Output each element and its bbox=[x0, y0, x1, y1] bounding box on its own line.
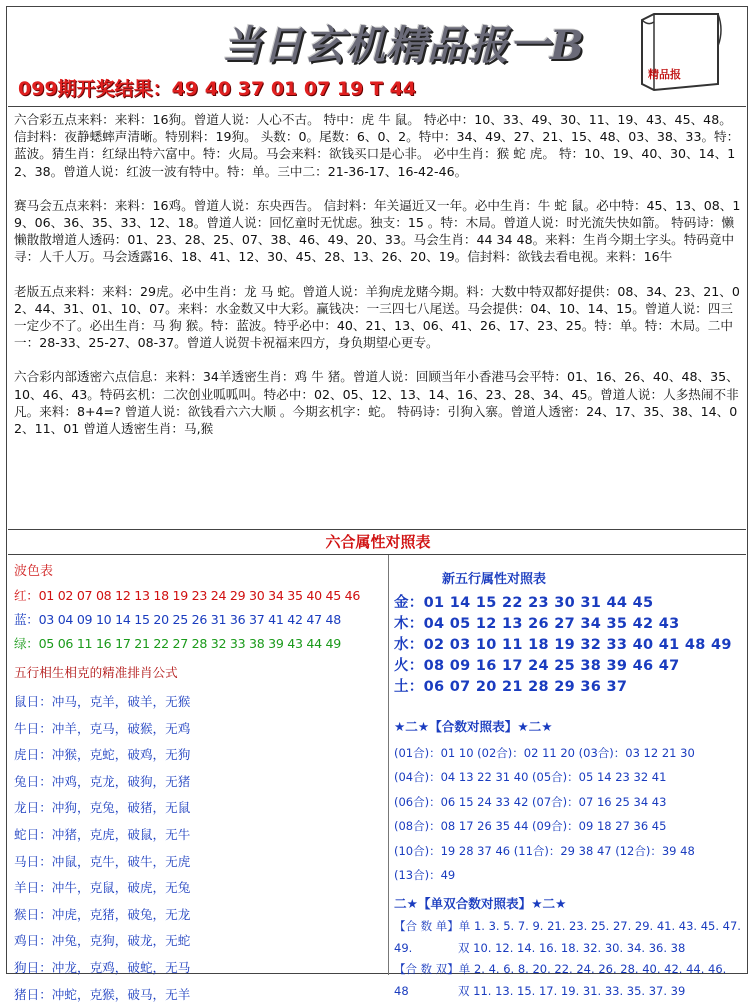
paragraph-2: 赛马会五点来料：来料：16鸡。曾道人说：东央西告。 信封料：年关逼近又一年。必中生肖：牛 蛇 鼠。必中特：45、13、08、19、06、36、35、33、12、18。曾道人说：回忆童时无忧虑。独支：15 。特：木局。曾道人说：时光流失快如箭。 特码诗：懒懒散散增道人透码：01、23、28、25、07、38、46、49、20、33。马会生肖：44 34 48。来料：生肖今期土字头。特码竟中寻：人千人万。马会透露16、18、41、12、30、45、28、13、26、20、19。信封料：欲钱去看电视。来料：16牛 bbox=[14, 197, 741, 265]
shuang-values: 2. 4. 6. 8. 20. 22. 24. 26. 28. 40. 42. 44. 46. 48 bbox=[394, 962, 727, 998]
info-text bbox=[14, 111, 742, 454]
heshu-row: (13合)：49 bbox=[394, 867, 456, 882]
badge-label: 精品报 bbox=[648, 68, 681, 81]
wuxing-row: 金：01 14 15 22 23 30 31 44 45 bbox=[394, 595, 654, 611]
wuxing-row: 土：06 07 20 21 28 29 36 37 bbox=[394, 679, 628, 695]
dan-label: 【合 数 单】单 bbox=[394, 919, 471, 934]
heshu-title: ★二★【合数对照表】★二★ bbox=[394, 719, 553, 734]
shuang-label: 【合 数 双】单 bbox=[394, 962, 471, 977]
heshu-row: (06合)：06 15 24 33 42 (07合)：07 16 25 34 43 bbox=[394, 794, 667, 809]
paragraph-3: 老版五点来料：来料：29虎。必中生肖：龙 马 蛇。曾道人说：羊狗虎龙赌今期。料：大数中特双都好提供：08、34、23、21、02、44、31、01、10、07。来料：水金数又中大彩。赢钱决：一三四七八尾送。马会提供：04、10、14、15。曾道人说：四三一定少不了。必出生肖：马 狗 猴。特：蓝波。特乎必中：40、21、13、06、41、26、17、23、25。特：单。特：木局。二中一：28-33、25-27、08-37。曾道人说贺卡祝福来四方，身负期望心更专。 bbox=[14, 283, 740, 351]
divider bbox=[8, 106, 746, 107]
section-title: 六合属性对照表 bbox=[325, 533, 431, 551]
wave-red: 红：01 02 07 08 12 13 18 19 23 24 29 30 34 35 40 45 46 bbox=[14, 588, 361, 603]
paragraph-4: 六合彩内部透密六点信息：来料：34羊透密生肖：鸡 牛 猪。曾道人说：回顾当年小香港马会平特：01、16、26、40、48、35、10、46、43。特码玄机：二次创业呱呱叫。特必中：02、05、12、13、14、16、23、28、34、45。曾道人说：人多热闹不非凡。来料：8+4=? 曾道人说：欲钱看六六大顺 。今期玄机字：蛇。 特码诗：引狗入寨。曾道人透密：24、17、35、38、14、02、11、01 曾道人透密生肖：马,猴 bbox=[14, 369, 739, 437]
heshu-row: (04合)：04 13 22 31 40 (05合)：05 14 23 32 41 bbox=[394, 770, 667, 785]
shuang-row-2: 双 11. 13. 15. 17. 19. 31. 33. 35. 37. 39 bbox=[458, 983, 686, 998]
zodiac-row: 龙日：冲狗，克兔，破猪，无鼠 bbox=[14, 800, 191, 816]
zodiac-row: 鸡日：冲兔，克狗，破龙，无蛇 bbox=[14, 933, 191, 949]
wuxing-row: 木：04 05 12 13 26 27 34 35 42 43 bbox=[394, 616, 680, 632]
heshu-row: (10合)：19 28 37 46 (11合)：29 38 47 (12合)：39 48 bbox=[394, 843, 695, 858]
wuxing-row: 水：02 03 10 11 18 19 32 33 40 41 48 49 bbox=[394, 637, 732, 653]
zodiac-row: 蛇日：冲猪，克虎，破鼠，无牛 bbox=[14, 826, 191, 842]
divider bbox=[8, 529, 746, 530]
heshu-row: (08合)：08 17 26 35 44 (09合)：09 18 27 36 45 bbox=[394, 819, 667, 834]
zodiac-row: 猪日：冲蛇，克猴，破马，无羊 bbox=[14, 986, 191, 1002]
wave-blue: 蓝：03 04 09 10 14 15 20 25 26 31 36 37 41 42 47 48 bbox=[14, 612, 341, 627]
danshuang-title: 二★【单双合数对照表】★二★ bbox=[394, 896, 567, 912]
page-title: 当日玄机精品报一B bbox=[222, 22, 585, 69]
zodiac-row: 狗日：冲龙，克鸡，破蛇，无马 bbox=[14, 959, 191, 975]
right-column bbox=[394, 562, 744, 1002]
zodiac-row: 兔日：冲鸡，克龙，破狗，无猪 bbox=[14, 773, 191, 789]
column-divider bbox=[388, 555, 389, 975]
wave-green: 绿：05 06 11 16 17 21 22 27 28 32 33 38 39 43 44 49 bbox=[14, 636, 341, 651]
wuxing-title: 新五行属性对照表 bbox=[442, 572, 547, 587]
divider bbox=[8, 554, 746, 555]
zodiac-row: 羊日：冲牛，克鼠，破虎，无兔 bbox=[14, 880, 191, 896]
wave-title: 波色表 bbox=[14, 564, 54, 579]
zodiac-row: 马日：冲鼠，克牛，破牛，无虎 bbox=[14, 853, 191, 869]
heshu-row: (01合)：01 10 (02合)：02 11 20 (03合)：03 12 21 30 bbox=[394, 746, 695, 760]
draw-result: 099期开奖结果：49 40 37 01 07 19 T 44 bbox=[18, 78, 417, 100]
paragraph-1: 六合彩五点来料：来料：16狗。曾道人说：人心不古。 特中：虎 牛 鼠。 特必中：10、33、49、30、11、19、43、45、48。 信封料：夜静蟋蟀声清晰。特别料：19狗。 头数：0。尾数：6、0、2。特中：34、49、27、21、15、48、03、38、33。特：蓝波。猜生肖：红绿出特六富中。特：火局。马会来料：欲钱买口是心非。 必中生肖：猴 蛇 虎。 特：10、19、40、30、14、12、38。曾道人说：红波一波有特中。特：单。三中二：21-36-17、16-42-46。 bbox=[14, 112, 740, 179]
zodiac-row: 猴日：冲虎，克猪，破兔，无龙 bbox=[14, 906, 191, 922]
dan-values: 1. 3. 5. 7. 9. 21. 23. 25. 27. 29. 41. 43. 45. 47. 49. bbox=[394, 919, 741, 955]
zodiac-row: 虎日：冲猴，克蛇，破鸡，无狗 bbox=[14, 747, 191, 763]
wuxing-row: 火：08 09 16 17 24 25 38 39 46 47 bbox=[394, 658, 680, 674]
left-column bbox=[14, 556, 384, 1008]
dan-row-2: 双 10. 12. 14. 16. 18. 32. 30. 34. 36. 38 bbox=[458, 940, 686, 955]
zodiac-row: 鼠日：冲马，克羊，破羊，无猴 bbox=[14, 694, 191, 709]
zodiac-row: 牛日：冲羊，克马，破猴，无鸡 bbox=[14, 720, 191, 736]
formula-title: 五行相生相克的精准排肖公式 bbox=[14, 665, 178, 680]
